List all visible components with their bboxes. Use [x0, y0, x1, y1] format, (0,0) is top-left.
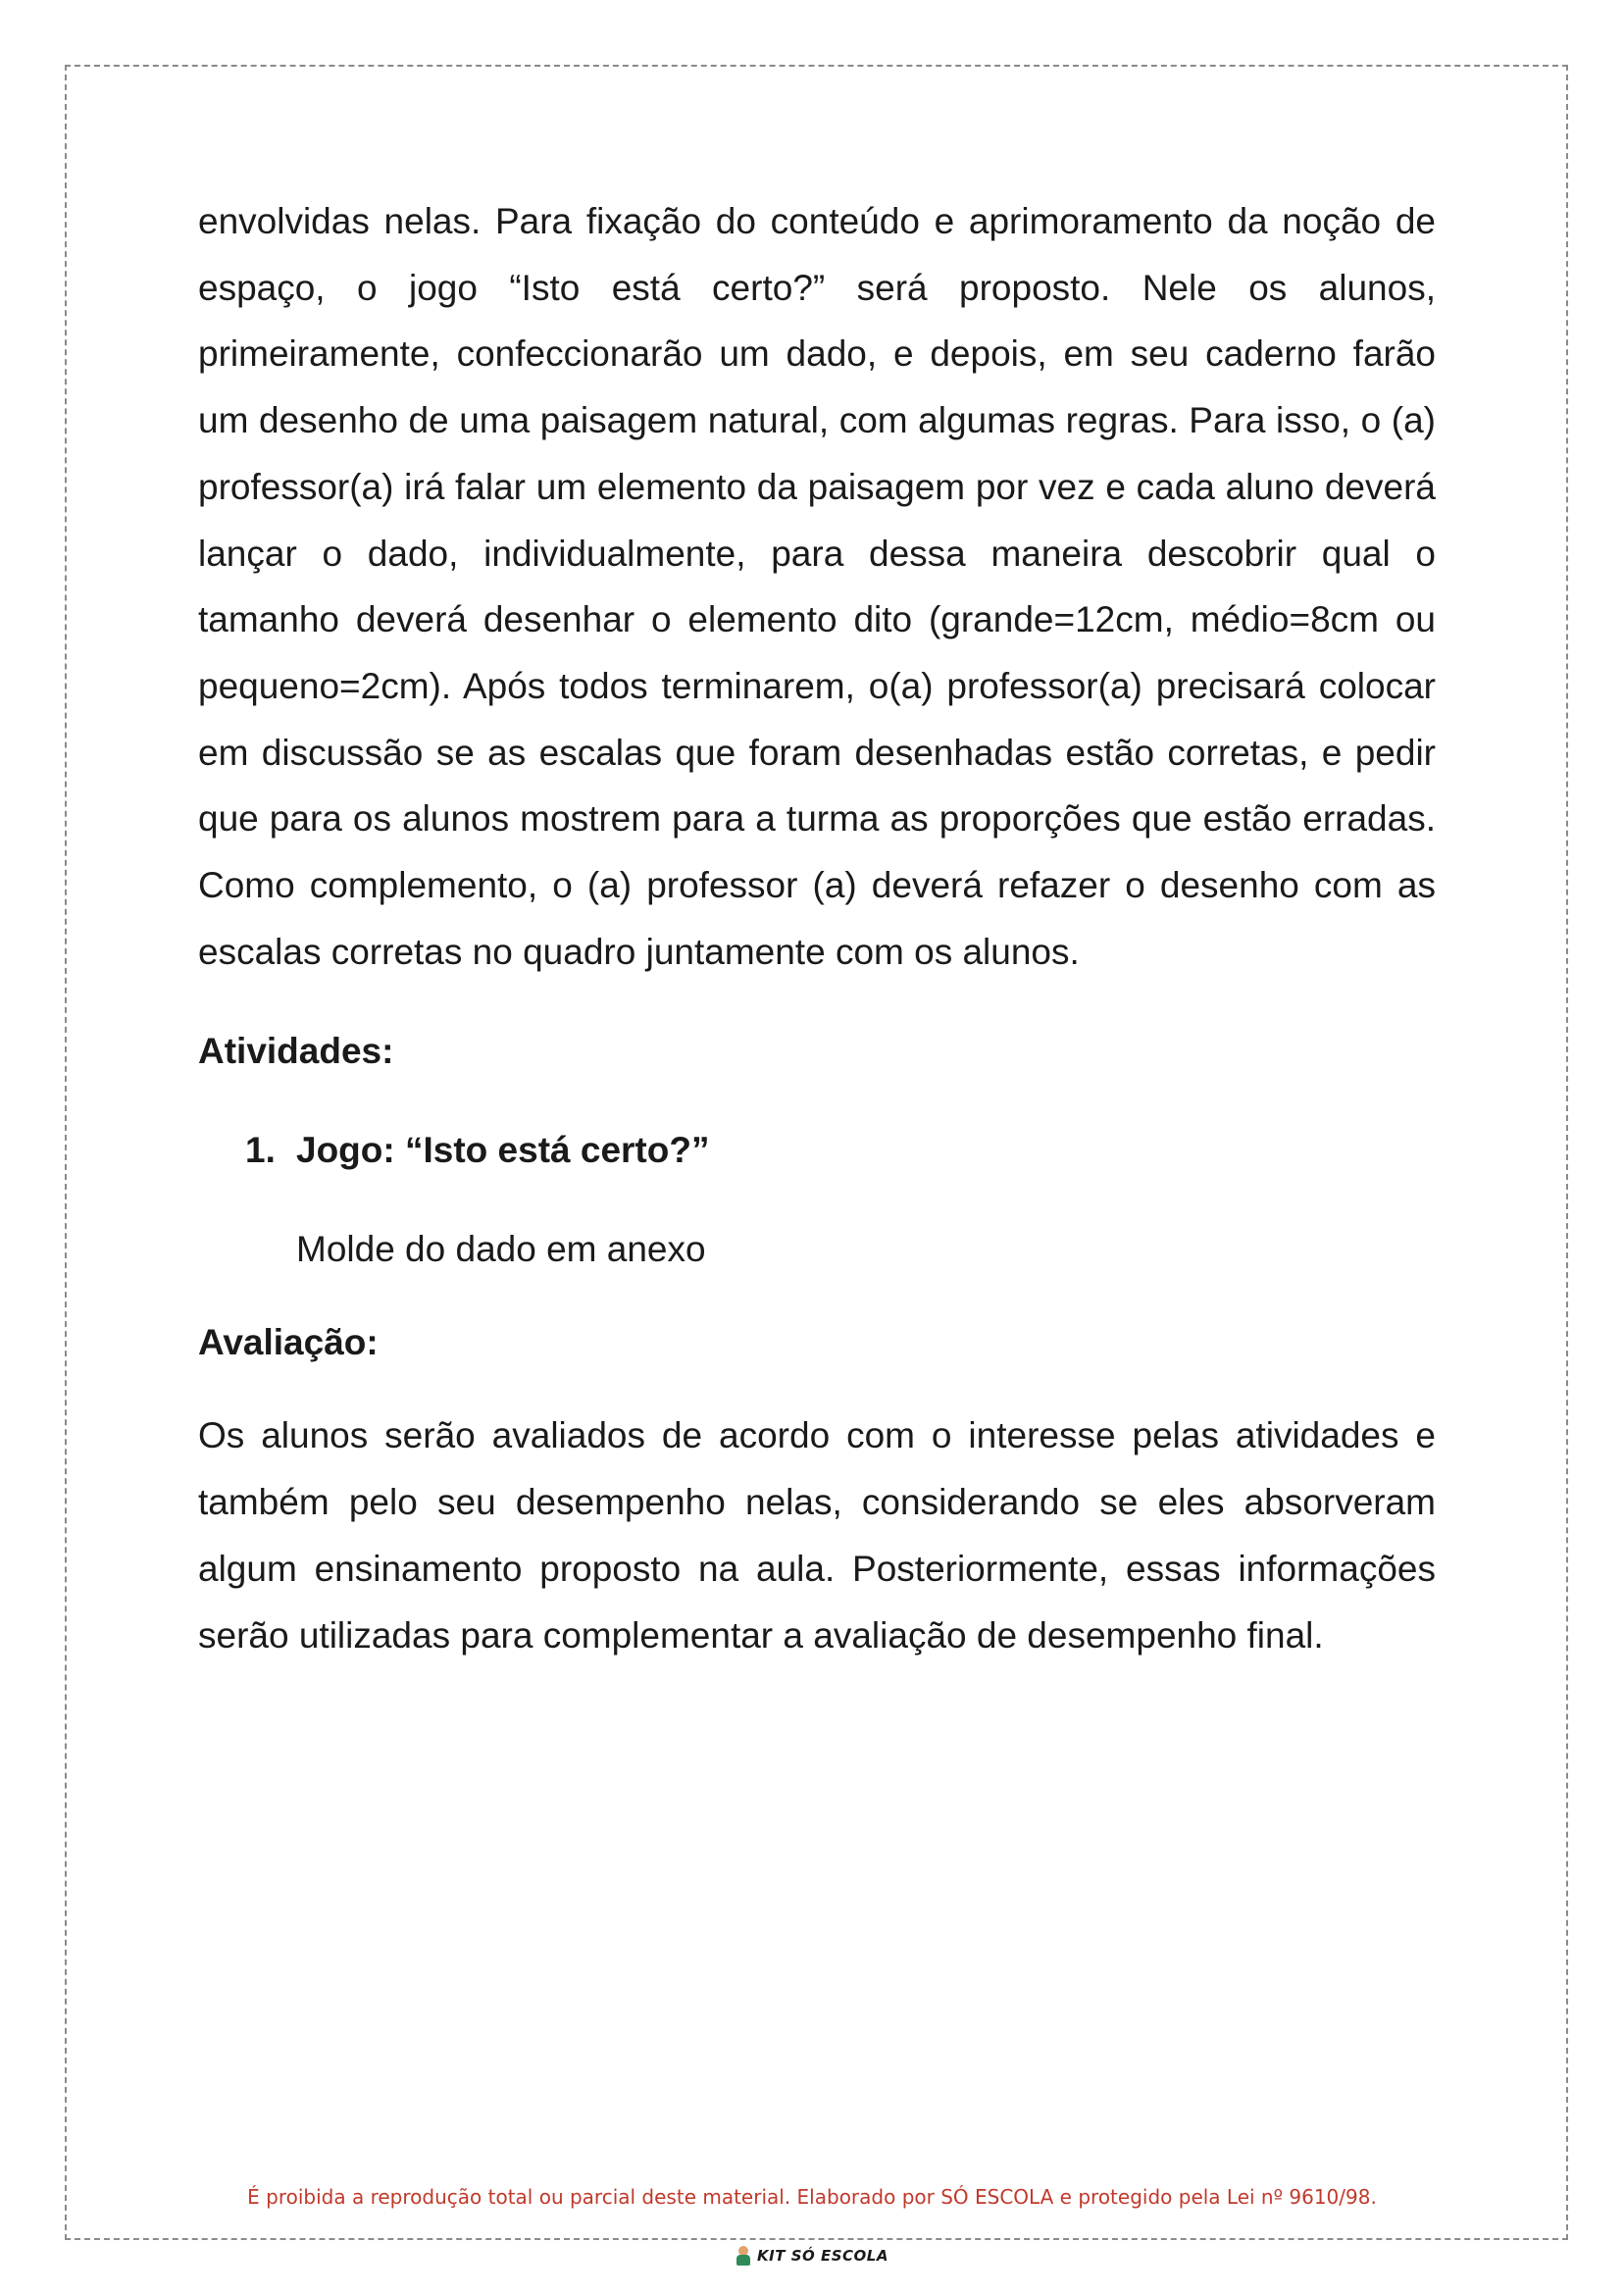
document-body [198, 188, 1436, 1668]
activity-number: 1. [245, 1130, 276, 1171]
activity-note: Molde do dado em anexo [296, 1229, 706, 1270]
evaluation-paragraph: Os alunos serão avaliados de acordo com o interesse pelas atividades e também pelo seu desempenho nelas, considerando se eles absorveram algum ensinamento proposto na aula. Posteriormente, essas informações serão utilizadas para complementar a avaliação de desempenho final. [198, 1415, 1436, 1656]
intro-paragraph: envolvidas nelas. Para fixação do conteúdo e aprimoramento da noção de espaço, o jogo “Isto está certo?” será proposto. Nele os alunos, primeiramente, confeccionarão um dado, e depois, em seu caderno farão um desenho de uma paisagem natural, com algumas regras. Para isso, o (a) professor(a) irá falar um elemento da paisagem por vez e cada aluno deverá lançar o dado, individualmente, para dessa maneira descobrir qual o tamanho deverá desenhar o elemento dito (grande=12cm, médio=8cm ou pequeno=2cm). Após todos terminarem, o(a) professor(a) precisará colocar em discussão se as escalas que foram desenhadas estão corretas, e pedir que para os alunos mostrem para a turma as proporções que estão erradas. Como complemento, o (a) professor (a) deverá refazer o desenho com as escalas corretas no quadro juntamente com os alunos. [198, 201, 1436, 972]
activities-list [198, 1117, 1436, 1183]
activities-heading: Atividades: [198, 1031, 394, 1072]
activity-title: Jogo: “Isto está certo?” [296, 1130, 710, 1171]
copyright-notice: É proibida a reprodução total ou parcial deste material. Elaborado por SÓ ESCOLA e protegido pela Lei nº 9610/98. [247, 2185, 1377, 2209]
evaluation-heading: Avaliação: [198, 1322, 379, 1363]
student-mascot-icon [736, 2246, 751, 2266]
activity-item [198, 1117, 1436, 1183]
footer-logo [0, 2246, 1624, 2266]
logo-text: KIT SÓ ESCOLA [757, 2247, 888, 2265]
